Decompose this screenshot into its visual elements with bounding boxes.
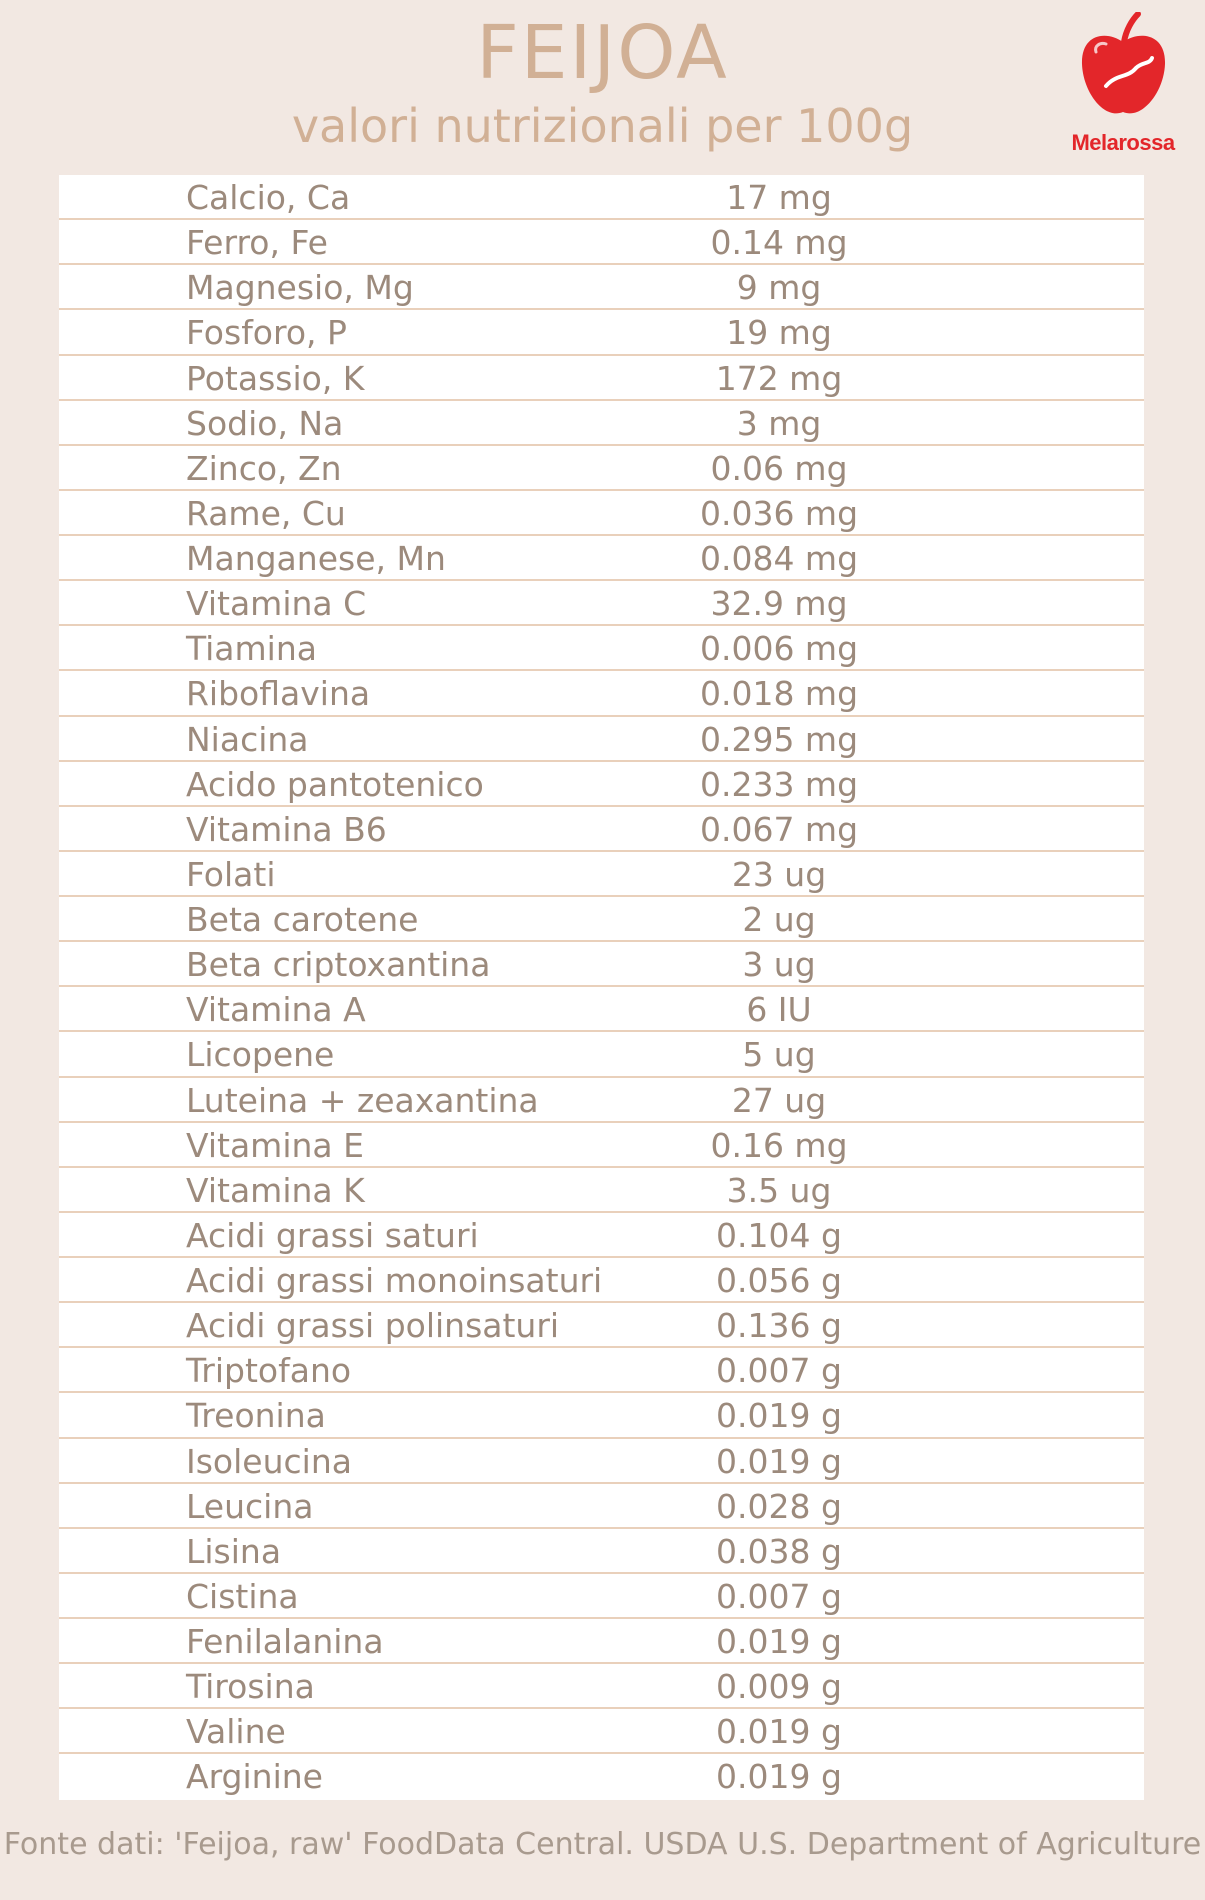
nutrient-name: Vitamina K bbox=[186, 1170, 365, 1210]
nutrient-value: 0.028 g bbox=[716, 1486, 842, 1526]
nutrient-value: 0.056 g bbox=[716, 1261, 842, 1300]
nutrient-value: 0.06 mg bbox=[710, 448, 848, 488]
table-row bbox=[59, 175, 1144, 220]
table-row bbox=[59, 626, 1144, 671]
nutrient-value: 0.136 g bbox=[716, 1306, 842, 1346]
nutrient-value: 3.5 ug bbox=[726, 1170, 832, 1210]
nutrient-value: 0.14 mg bbox=[710, 223, 848, 263]
nutrient-name: Arginine bbox=[186, 1757, 323, 1797]
nutrient-value: 0.006 mg bbox=[699, 629, 859, 669]
table-row bbox=[59, 1123, 1144, 1168]
table-row bbox=[59, 1078, 1144, 1123]
nutrient-value: 0.007 g bbox=[716, 1576, 842, 1616]
table-row bbox=[59, 536, 1144, 581]
nutrient-name: Potassio, K bbox=[186, 358, 365, 398]
table-row bbox=[59, 310, 1144, 355]
nutrient-value: 17 mg bbox=[726, 178, 832, 217]
nutrient-value: 0.084 mg bbox=[699, 539, 859, 578]
table-row bbox=[59, 581, 1144, 626]
nutrient-value: 3 ug bbox=[742, 945, 816, 985]
table-row bbox=[59, 942, 1144, 987]
table-row bbox=[59, 1484, 1144, 1529]
nutrient-name: Magnesio, Mg bbox=[186, 268, 414, 308]
nutrient-value: 0.007 g bbox=[716, 1351, 842, 1391]
nutrient-name: Isoleucina bbox=[186, 1441, 352, 1481]
nutrient-name: Cistina bbox=[186, 1576, 299, 1616]
nutrient-name: Acido pantotenico bbox=[186, 764, 484, 804]
nutrient-value: 5 ug bbox=[742, 1035, 816, 1075]
table-row bbox=[59, 852, 1144, 897]
nutrient-value: 0.019 g bbox=[716, 1712, 842, 1752]
nutrient-name: Vitamina E bbox=[186, 1125, 364, 1165]
nutrient-name: Triptofano bbox=[186, 1351, 352, 1391]
nutrient-value: 0.019 g bbox=[716, 1396, 842, 1436]
nutrient-name: Calcio, Ca bbox=[186, 178, 351, 217]
nutrient-name: Niacina bbox=[186, 719, 309, 759]
nutrient-value: 172 mg bbox=[715, 358, 843, 398]
table-row bbox=[59, 1619, 1144, 1664]
table-row bbox=[59, 446, 1144, 491]
nutrient-value: 23 ug bbox=[731, 854, 827, 894]
nutrient-value: 27 ug bbox=[731, 1080, 827, 1120]
table-row bbox=[59, 1213, 1144, 1258]
page-subtitle: valori nutrizionali per 100g bbox=[291, 99, 914, 153]
nutrient-name: Vitamina B6 bbox=[186, 809, 387, 849]
nutrient-name: Beta carotene bbox=[186, 900, 419, 939]
table-row bbox=[59, 356, 1144, 401]
nutrient-value: 19 mg bbox=[726, 313, 832, 353]
nutrient-name: Leucina bbox=[186, 1486, 314, 1526]
page-title: FEIJOA bbox=[476, 10, 729, 96]
nutrient-name: Fosforo, P bbox=[186, 313, 347, 353]
nutrient-name: Valine bbox=[186, 1712, 286, 1752]
table-row bbox=[59, 1168, 1144, 1213]
nutrient-value: 6 IU bbox=[746, 990, 812, 1030]
nutrient-value: 0.019 g bbox=[716, 1622, 842, 1661]
nutrient-name: Vitamina C bbox=[186, 584, 367, 624]
nutrient-value: 0.018 mg bbox=[699, 674, 859, 714]
nutrient-value: 0.295 mg bbox=[699, 719, 859, 759]
nutrient-name: Manganese, Mn bbox=[186, 539, 446, 578]
nutrient-name: Tiamina bbox=[186, 629, 317, 669]
table-row bbox=[59, 717, 1144, 762]
nutrient-value: 0.233 mg bbox=[699, 764, 859, 804]
nutrient-value: 3 mg bbox=[736, 403, 822, 443]
brand-logo[interactable] bbox=[1048, 12, 1198, 162]
nutrient-name: Ferro, Fe bbox=[186, 223, 328, 263]
nutrient-value: 32.9 mg bbox=[710, 584, 848, 624]
nutrient-name: Luteina + zeaxantina bbox=[186, 1080, 539, 1120]
table-row bbox=[59, 807, 1144, 852]
source-note: Fonte dati: 'Feijoa, raw' FoodData Central. USDA U.S. Department of Agriculture bbox=[3, 1827, 1202, 1862]
nutrient-name: Fenilalanina bbox=[186, 1622, 384, 1661]
table-row bbox=[59, 265, 1144, 310]
nutrient-value: 0.067 mg bbox=[699, 809, 859, 849]
table-row bbox=[59, 1393, 1144, 1438]
table-row bbox=[59, 220, 1144, 265]
table-row bbox=[59, 762, 1144, 807]
table-row bbox=[59, 1348, 1144, 1393]
table-row bbox=[59, 491, 1144, 536]
nutrient-name: Zinco, Zn bbox=[186, 448, 342, 488]
table-row bbox=[59, 1664, 1144, 1709]
nutrient-value: 0.019 g bbox=[716, 1757, 842, 1797]
nutrient-value: 0.16 mg bbox=[710, 1125, 848, 1165]
header bbox=[0, 0, 1205, 175]
nutrient-name: Vitamina A bbox=[186, 990, 366, 1030]
table-row bbox=[59, 1529, 1144, 1574]
nutrient-name: Lisina bbox=[186, 1531, 282, 1571]
nutrient-name: Acidi grassi monoinsaturi bbox=[186, 1261, 603, 1300]
nutrient-name: Folati bbox=[186, 854, 276, 894]
nutrient-name: Acidi grassi saturi bbox=[186, 1215, 479, 1255]
nutrient-name: Sodio, Na bbox=[186, 403, 344, 443]
table-row bbox=[59, 1574, 1144, 1619]
nutrient-value: 0.019 g bbox=[716, 1441, 842, 1481]
nutrient-value: 0.009 g bbox=[716, 1667, 842, 1707]
table-row bbox=[59, 1709, 1144, 1754]
nutrient-name: Tirosina bbox=[186, 1667, 315, 1707]
nutrient-value: 0.038 g bbox=[716, 1531, 842, 1571]
nutrient-name: Beta criptoxantina bbox=[186, 945, 491, 985]
table-row bbox=[59, 1032, 1144, 1077]
brand-name: Melarossa bbox=[1071, 130, 1175, 155]
table-row bbox=[59, 1258, 1144, 1303]
table-row bbox=[59, 987, 1144, 1032]
apple-icon bbox=[1076, 12, 1171, 127]
nutrient-value: 9 mg bbox=[736, 268, 822, 308]
nutrition-table bbox=[59, 175, 1144, 1800]
nutrient-name: Rame, Cu bbox=[186, 493, 346, 533]
nutrient-value: 0.104 g bbox=[716, 1215, 842, 1255]
nutrient-value: 0.036 mg bbox=[699, 493, 859, 533]
table-row bbox=[59, 1754, 1144, 1799]
table-row bbox=[59, 1439, 1144, 1484]
table-row bbox=[59, 897, 1144, 942]
nutrient-name: Licopene bbox=[186, 1035, 335, 1075]
nutrient-value: 2 ug bbox=[742, 900, 816, 939]
table-row bbox=[59, 671, 1144, 716]
nutrient-name: Treonina bbox=[186, 1396, 326, 1436]
table-row bbox=[59, 1303, 1144, 1348]
nutrient-name: Riboflavina bbox=[186, 674, 371, 714]
nutrient-name: Acidi grassi polinsaturi bbox=[186, 1306, 560, 1346]
table-row bbox=[59, 401, 1144, 446]
